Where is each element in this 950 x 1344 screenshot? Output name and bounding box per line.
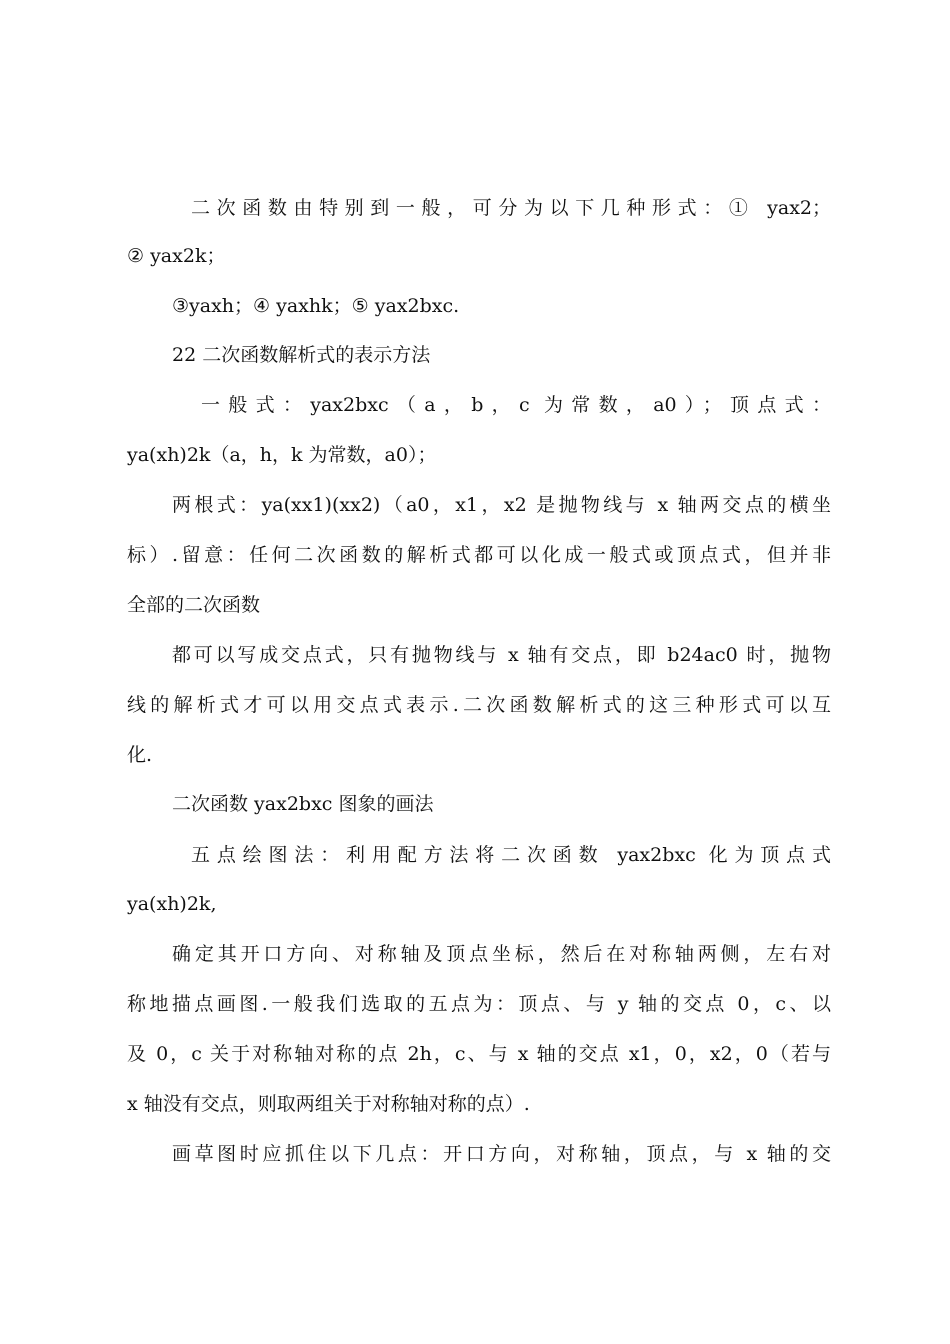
- text-line: ③yaxh；④ yaxhk；⑤ yax2bxc.: [172, 295, 460, 317]
- text-line: 线的解析式才可以用交点式表示.二次函数解析式的这三种形式可以互: [127, 694, 831, 716]
- text-line: x 轴没有交点，则取两组关于对称轴对称的点）.: [127, 1093, 530, 1115]
- text-line: ② yax2k；: [127, 245, 226, 267]
- text-line: ya(xh)2k（a，h，k 为常数，a0）；: [127, 444, 437, 466]
- text-line: ya(xh)2k,: [127, 893, 217, 915]
- text-line: 全部的二次函数: [127, 594, 261, 616]
- text-line: 标）.留意：任何二次函数的解析式都可以化成一般式或顶点式，但并非: [127, 544, 831, 566]
- text-line: 两根式：ya(xx1)(xx2)（a0，x1，x2 是抛物线与 x 轴两交点的横坐: [172, 494, 831, 516]
- text-line: 及 0，c 关于对称轴对称的点 2h，c、与 x 轴的交点 x1，0，x2，0（若与: [127, 1043, 831, 1065]
- text-line: 一般式：yax2bxc（a，b，c 为常数，a0）；顶点式：: [201, 394, 831, 416]
- text-line: 化.: [127, 744, 153, 766]
- text-line: 确定其开口方向、对称轴及顶点坐标，然后在对称轴两侧，左右对: [172, 943, 831, 965]
- text-line: 画草图时应抓住以下几点：开口方向，对称轴，顶点，与 x 轴的交: [172, 1143, 831, 1165]
- text-line: 五点绘图法：利用配方法将二次函数 yax2bxc 化为顶点式: [191, 844, 831, 866]
- text-line: 称地描点画图.一般我们选取的五点为：顶点、与 y 轴的交点 0，c、以: [127, 993, 831, 1015]
- text-line: 二次函数 yax2bxc 图象的画法: [172, 793, 434, 815]
- text-line: 22 二次函数解析式的表示方法: [172, 344, 431, 366]
- text-line: 二次函数由特别到一般，可分为以下几种形式：① yax2；: [191, 197, 831, 219]
- text-line: 都可以写成交点式，只有抛物线与 x 轴有交点，即 b24ac0 时，抛物: [172, 644, 831, 666]
